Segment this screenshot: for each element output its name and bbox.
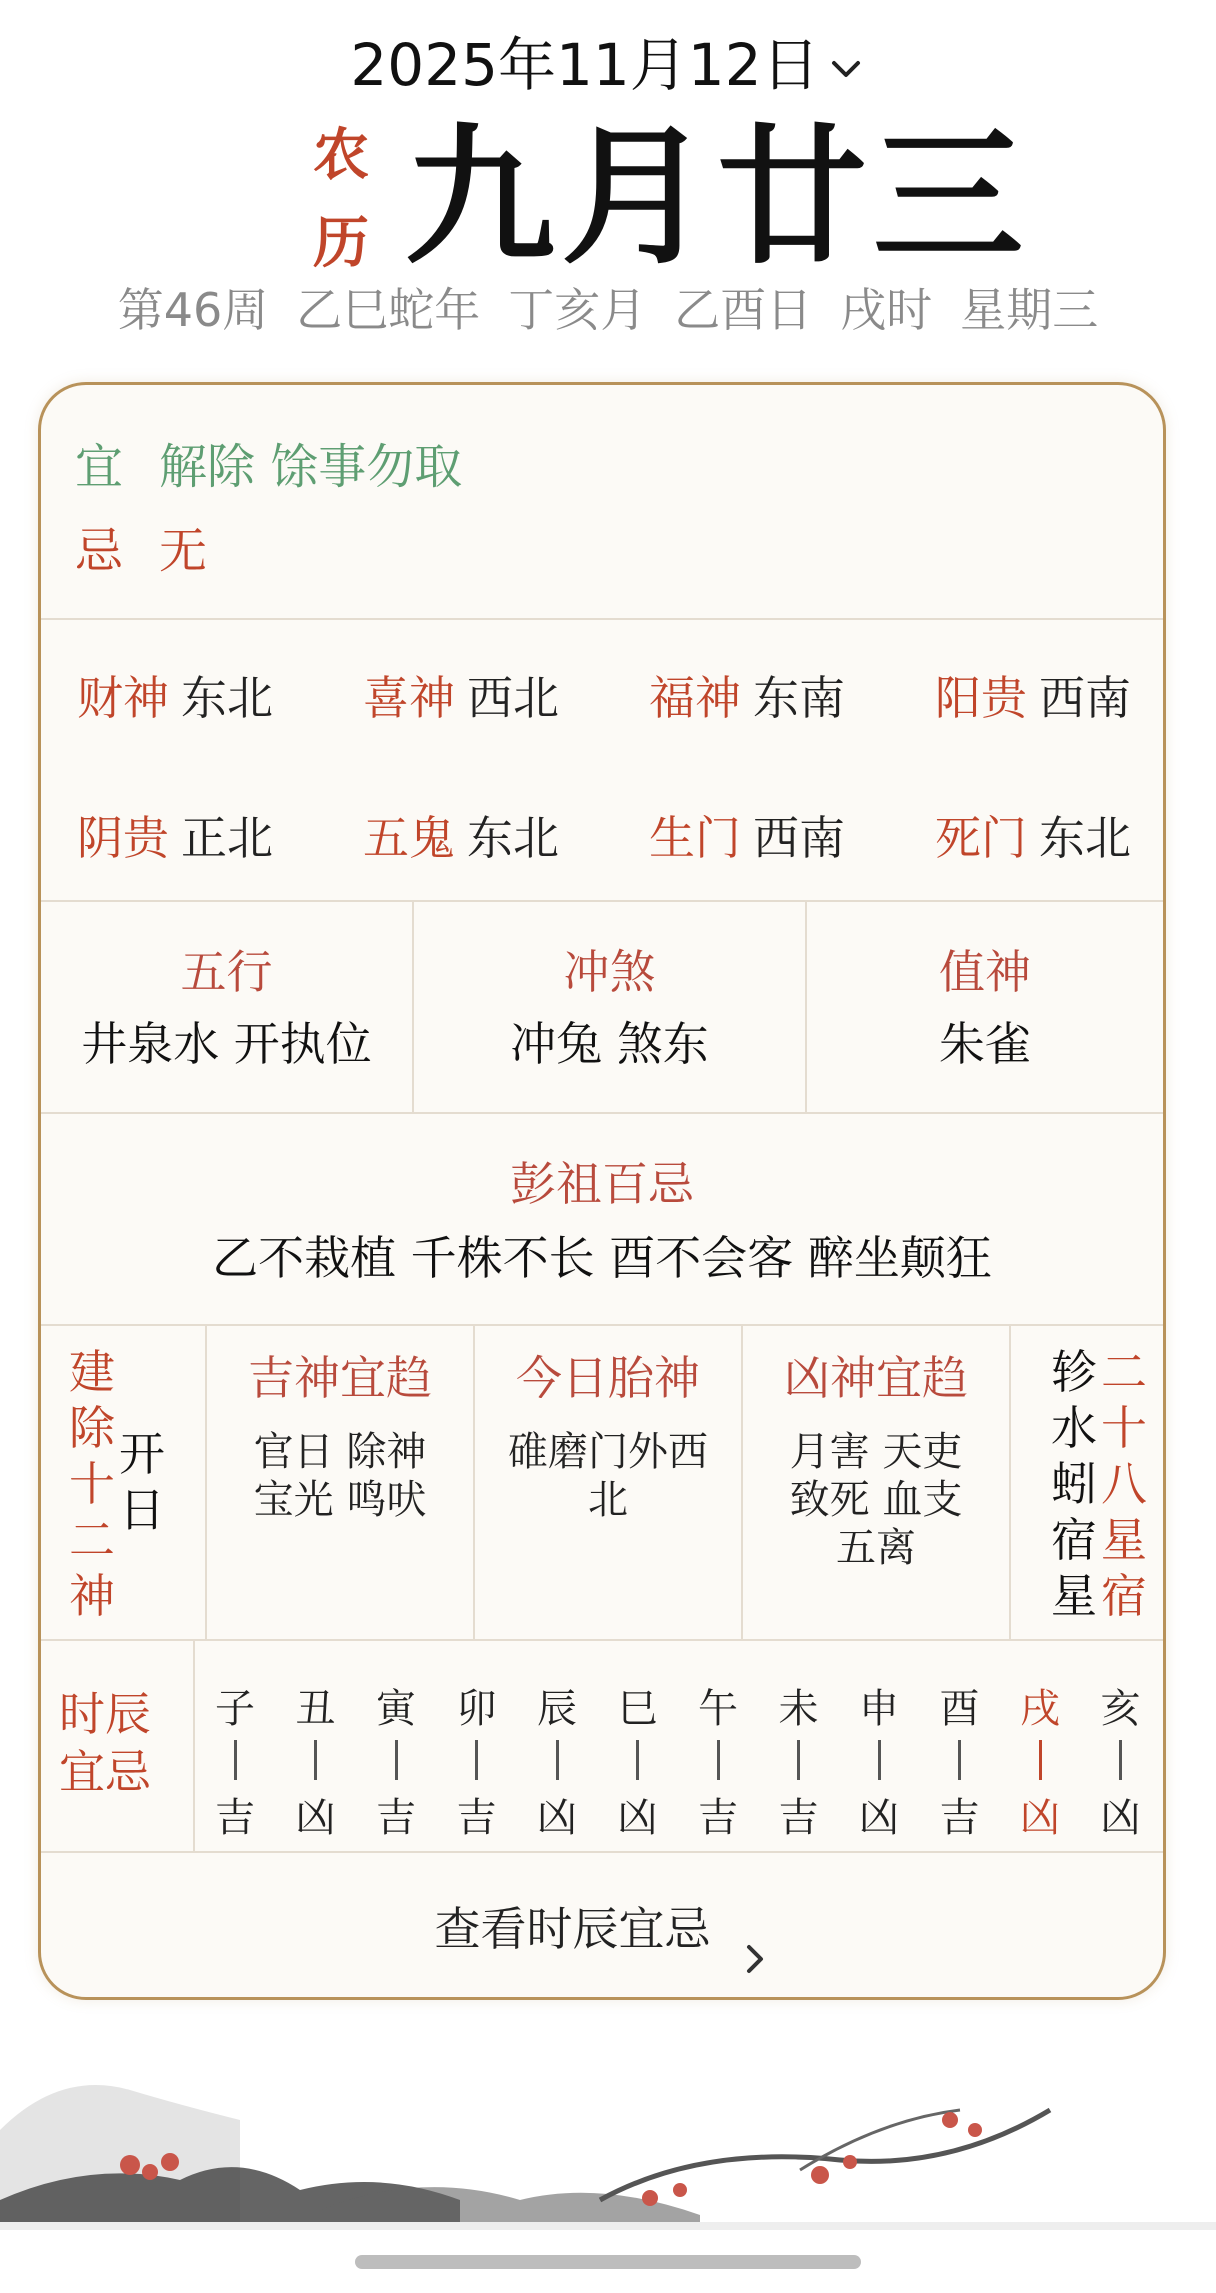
shen-section	[41, 1326, 1163, 1641]
taishen-line: 北	[588, 1477, 628, 1523]
hour-connector	[556, 1740, 559, 1780]
hour-branch: 巳	[617, 1686, 658, 1732]
xiongshen-cell	[743, 1326, 1009, 1639]
hours-label-line: 时辰	[59, 1687, 151, 1741]
lunar-label	[308, 112, 374, 288]
yi-value: 解除 馀事勿取	[159, 439, 463, 495]
hour-branch: 申	[859, 1686, 899, 1732]
god-direction	[935, 670, 1131, 726]
hour-item	[286, 1677, 346, 1843]
jishen-line: 官日 除神	[253, 1429, 427, 1475]
wuxing-title: 五行	[180, 945, 273, 999]
chevron-right-icon[interactable]	[740, 1939, 770, 1983]
god-direction-value: 正北	[181, 811, 273, 865]
jishen-cell	[207, 1326, 473, 1639]
date-info-line	[0, 280, 1216, 340]
ji-value: 无	[159, 523, 208, 579]
god-direction	[363, 670, 559, 726]
hour-luck: 吉	[215, 1795, 255, 1841]
hour-item	[366, 1677, 426, 1843]
wuxing-chongsha-section	[41, 902, 1163, 1114]
lunar-label-char: 农	[313, 123, 369, 188]
hour-branch: 辰	[537, 1686, 577, 1732]
god-name: 死门	[935, 811, 1027, 865]
god-direction	[363, 810, 559, 866]
ji-label: 忌	[75, 523, 124, 579]
god-direction	[649, 670, 845, 726]
hour-ganzhi: 戌时	[840, 283, 933, 337]
jianchu-label-char: 神	[69, 1569, 115, 1623]
god-direction	[77, 810, 273, 866]
zhishen-value: 朱雀	[939, 1017, 1031, 1071]
hour-item	[688, 1677, 748, 1843]
weekday: 星期三	[960, 283, 1099, 337]
hour-connector	[1119, 1740, 1122, 1780]
god-name: 阳贵	[935, 671, 1027, 725]
hour-item	[1091, 1677, 1151, 1843]
pengzu-title: 彭祖百忌	[510, 1157, 694, 1211]
jianchu-label-char: 建	[69, 1345, 115, 1399]
god-direction	[935, 810, 1131, 866]
xiu-label-char: 八	[1101, 1457, 1147, 1511]
hour-luck: 吉	[456, 1795, 497, 1841]
view-hours-button[interactable]	[41, 1853, 1163, 2000]
zhishen-title: 值神	[939, 945, 1031, 999]
god-name: 阴贵	[77, 811, 169, 865]
god-direction-value: 东北	[1039, 811, 1131, 865]
xiu-label	[1101, 1344, 1147, 1624]
zhishen-cell	[807, 902, 1163, 1112]
hours-label-line: 宜忌	[59, 1745, 151, 1799]
xiongshen-line: 五离	[836, 1525, 916, 1571]
taishen-cell	[475, 1326, 741, 1639]
hour-luck: 凶	[1020, 1795, 1060, 1841]
hour-item	[608, 1677, 668, 1843]
taishen-line: 碓磨门外西	[508, 1429, 708, 1475]
chongsha-value: 冲兔 煞东	[510, 1017, 709, 1071]
pengzu-section	[41, 1114, 1163, 1326]
hour-luck: 凶	[859, 1795, 899, 1841]
home-indicator[interactable]	[355, 2255, 861, 2269]
hour-connector	[958, 1740, 961, 1780]
hour-connector	[1039, 1740, 1042, 1780]
lunar-label-char: 历	[313, 211, 369, 276]
hour-luck: 凶	[537, 1795, 577, 1841]
hour-luck: 凶	[617, 1795, 658, 1841]
view-hours-label[interactable]: 查看时辰宜忌	[434, 1902, 711, 1956]
jianchu-label	[69, 1344, 115, 1624]
hour-item	[930, 1677, 990, 1843]
hour-branch: 卯	[456, 1686, 497, 1732]
xiu-label-char: 二	[1101, 1345, 1147, 1399]
hour-luck: 吉	[778, 1795, 819, 1841]
god-direction-value: 东南	[753, 671, 845, 725]
god-name: 五鬼	[363, 811, 455, 865]
chongsha-title: 冲煞	[563, 945, 656, 999]
hour-branch: 子	[215, 1686, 255, 1732]
divider	[1009, 1326, 1011, 1639]
xiu-label-char: 宿	[1101, 1569, 1147, 1623]
xiu-value-char: 蚓	[1051, 1457, 1097, 1511]
yi-ji-section	[41, 385, 1163, 620]
god-direction-value: 东北	[181, 671, 273, 725]
xiu-value	[1051, 1344, 1097, 1624]
jishen-title: 吉神宜趋	[248, 1351, 432, 1405]
header	[0, 0, 1216, 360]
hour-connector	[314, 1740, 317, 1780]
hours-section	[41, 1641, 1163, 1853]
hour-luck: 凶	[295, 1795, 336, 1841]
hour-branch: 丑	[295, 1686, 336, 1732]
ji-row	[75, 521, 207, 581]
god-name: 喜神	[363, 671, 455, 725]
xiu-value-char: 轸	[1051, 1345, 1097, 1399]
xiongshen-line: 月害 天吏	[789, 1429, 963, 1475]
god-direction	[649, 810, 845, 866]
hour-luck: 吉	[939, 1795, 980, 1841]
jianchu-label-char: 二	[69, 1513, 115, 1567]
jianchu-label-char: 十	[69, 1457, 115, 1511]
jianchu-value	[119, 1426, 165, 1538]
god-direction-value: 西北	[467, 671, 559, 725]
hour-connector	[234, 1740, 237, 1780]
god-name: 福神	[649, 671, 741, 725]
hour-item	[447, 1677, 507, 1843]
date-text[interactable]: 2025年11月12日	[350, 31, 820, 99]
god-direction-value: 西南	[753, 811, 845, 865]
xiu-value-char: 星	[1051, 1569, 1097, 1623]
hour-branch: 戌	[1020, 1686, 1060, 1732]
month-ganzhi: 丁亥月	[508, 283, 647, 337]
hours-label	[59, 1685, 151, 1801]
jianchu-value-char: 日	[119, 1483, 165, 1537]
taishen-title: 今日胎神	[516, 1351, 700, 1405]
ink-landscape-decoration	[0, 2050, 1216, 2230]
wuxing-value: 井泉水 开执位	[81, 1017, 372, 1071]
hour-branch: 寅	[376, 1686, 416, 1732]
hour-luck: 吉	[698, 1795, 738, 1841]
jishen-line: 宝光 鸣吠	[253, 1477, 427, 1523]
god-name: 生门	[649, 811, 741, 865]
divider	[193, 1641, 195, 1851]
gods-directions-section	[41, 620, 1163, 902]
hour-connector	[878, 1740, 881, 1780]
xiongshen-line: 致死 血支	[789, 1477, 963, 1523]
xiu-value-char: 水	[1051, 1401, 1097, 1455]
god-direction	[77, 670, 273, 726]
week-number: 第46周	[117, 283, 269, 337]
hour-item	[1010, 1677, 1070, 1843]
date-selector[interactable]	[0, 30, 1216, 104]
hour-connector	[636, 1740, 639, 1780]
chevron-down-icon[interactable]	[826, 34, 866, 104]
hour-item	[849, 1677, 909, 1843]
chongsha-cell	[414, 902, 805, 1112]
hour-connector	[797, 1740, 800, 1780]
almanac-card	[38, 382, 1166, 2000]
hour-branch: 酉	[939, 1686, 980, 1732]
god-name: 财神	[77, 671, 169, 725]
day-ganzhi: 乙酉日	[674, 283, 813, 337]
god-direction-value: 东北	[467, 811, 559, 865]
hour-item	[769, 1677, 829, 1843]
hour-luck: 凶	[1100, 1795, 1141, 1841]
xiu-value-char: 宿	[1051, 1513, 1097, 1567]
hour-branch: 亥	[1100, 1686, 1141, 1732]
god-direction-value: 西南	[1039, 671, 1131, 725]
hour-branch: 未	[778, 1686, 819, 1732]
year-ganzhi: 乙巳蛇年	[296, 283, 481, 337]
xiu-label-char: 星	[1101, 1513, 1147, 1567]
pengzu-value: 乙不栽植 千株不长 酉不会客 醉坐颠狂	[212, 1231, 992, 1285]
hour-connector	[395, 1740, 398, 1780]
hour-item	[205, 1677, 265, 1843]
hour-branch: 午	[698, 1686, 738, 1732]
jianchu-value-char: 开	[119, 1427, 165, 1481]
xiu-label-char: 十	[1101, 1401, 1147, 1455]
hour-connector	[717, 1740, 720, 1780]
yi-label: 宜	[75, 439, 124, 495]
wuxing-cell	[41, 902, 412, 1112]
hour-connector	[475, 1740, 478, 1780]
lunar-date: 九月廿三	[405, 111, 1030, 285]
hour-luck: 吉	[376, 1795, 416, 1841]
yi-row	[75, 437, 462, 497]
jianchu-label-char: 除	[69, 1401, 115, 1455]
xiongshen-title: 凶神宜趋	[784, 1351, 968, 1405]
hour-item	[527, 1677, 587, 1843]
